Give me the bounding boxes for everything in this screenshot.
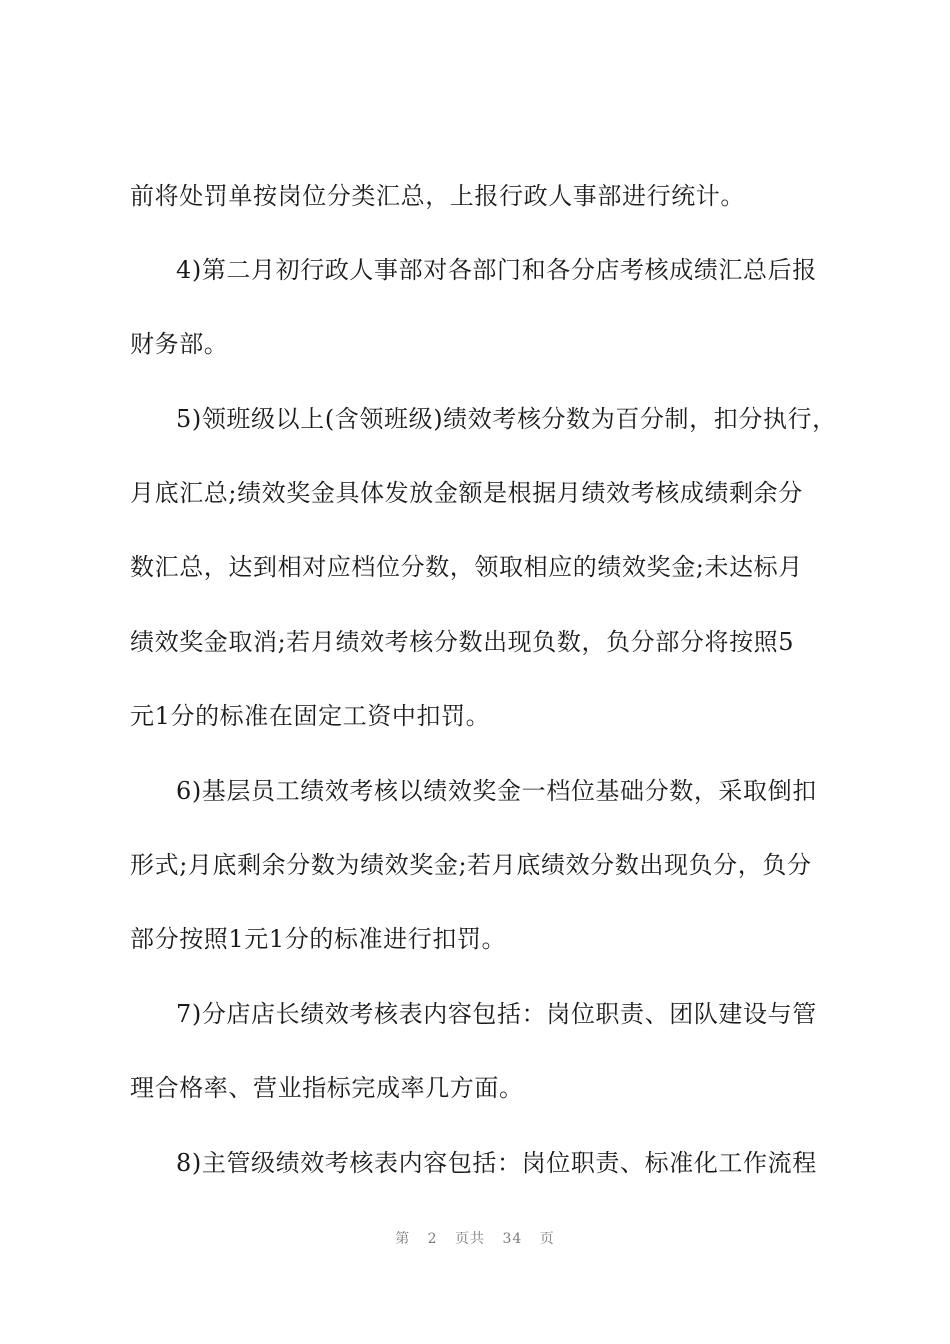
paragraph-line: 理合格率、营业指标完成率几方面。 <box>130 1074 524 1102</box>
paragraph-line: 6)基层员工绩效考核以绩效奖金一档位基础分数，采取倒扣 <box>176 777 817 805</box>
paragraph-line: 形式;月底剩余分数为绩效奖金;若月底绩效分数出现负分，负分 <box>130 851 812 879</box>
paragraph-line: 数汇总，达到相对应档位分数，领取相应的绩效奖金;未达标月 <box>130 553 803 581</box>
paragraph-line: 8)主管级绩效考核表内容包括：岗位职责、标准化工作流程 <box>176 1149 817 1177</box>
paragraph-line: 5)领班级以上(含领班级)绩效考核分数为百分制，扣分执行， <box>176 405 837 433</box>
paragraph-line: 元1分的标准在固定工资中扣罚。 <box>130 702 491 730</box>
paragraph-line: 7)分店店长绩效考核表内容包括：岗位职责、团队建设与管 <box>176 1000 817 1028</box>
paragraph-line: 部分按照1元1分的标准进行扣罚。 <box>130 925 507 953</box>
paragraph-line: 绩效奖金取消;若月绩效考核分数出现负数，负分部分将按照5 <box>130 628 795 656</box>
footer-prefix: 第 <box>395 1231 411 1247</box>
paragraph-line: 月底汇总;绩效奖金具体发放金额是根据月绩效考核成绩剩余分 <box>130 479 803 507</box>
footer-total-pages: 34 <box>502 1231 523 1247</box>
footer-suffix: 页 <box>539 1231 555 1247</box>
page-footer <box>0 1228 950 1248</box>
paragraph-line: 财务部。 <box>130 330 229 358</box>
paragraph-line: 4)第二月初行政人事部对各部门和各分店考核成绩汇总后报 <box>176 256 817 284</box>
footer-middle: 页共 <box>455 1231 486 1247</box>
footer-page-number: 2 <box>427 1231 438 1247</box>
paragraph-line: 前将处罚单按岗位分类汇总，上报行政人事部进行统计。 <box>130 182 745 210</box>
